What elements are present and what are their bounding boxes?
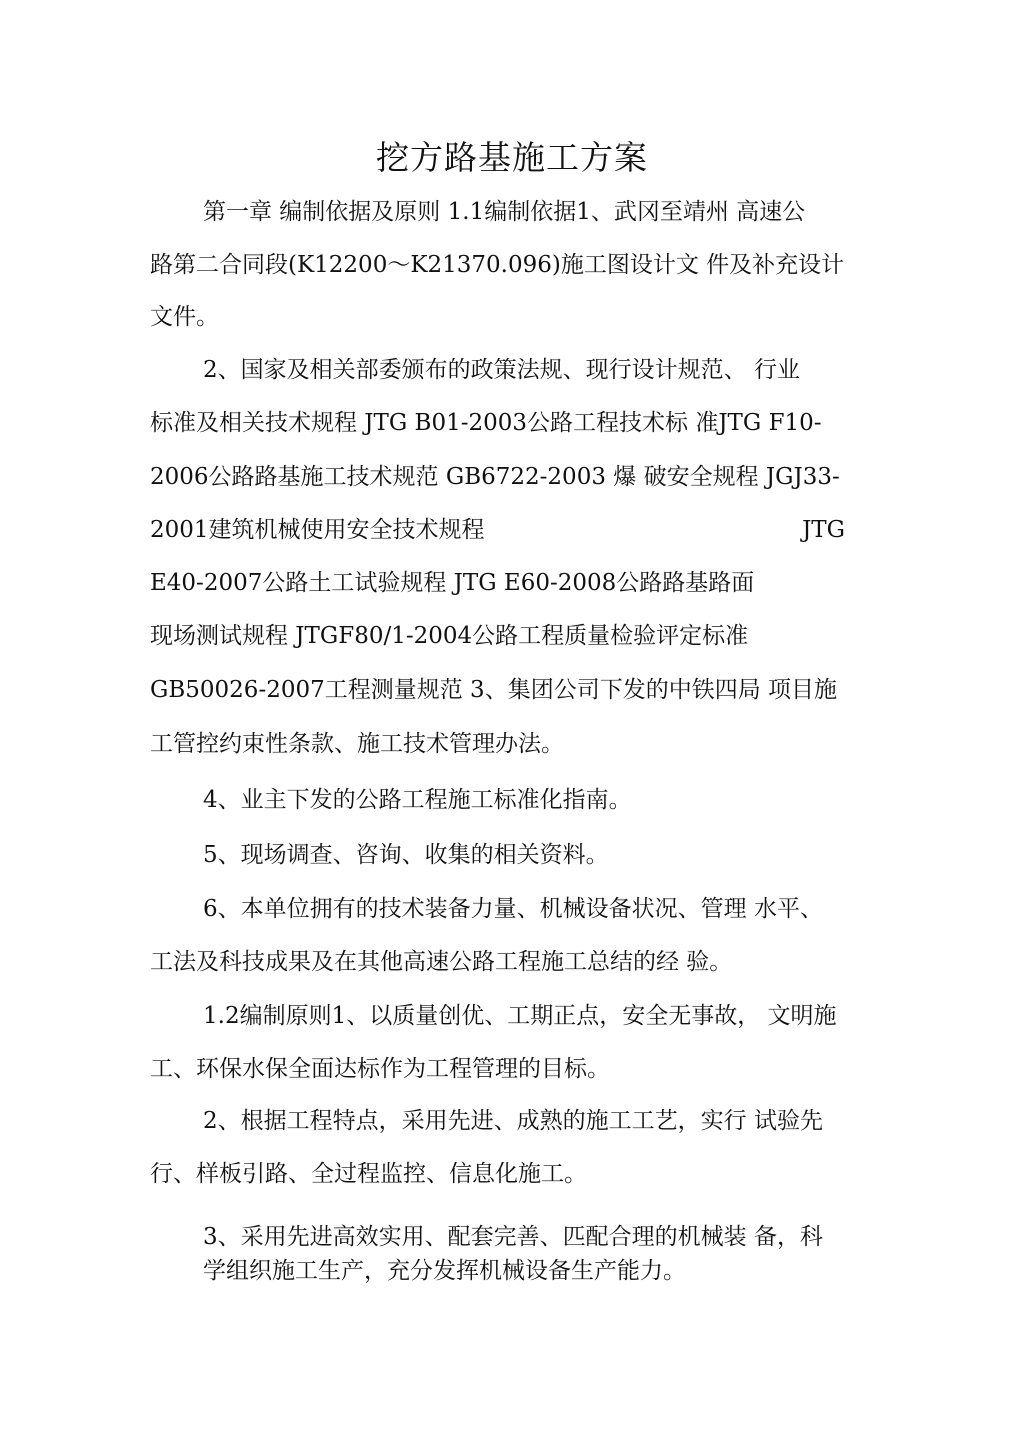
text-line: 3、采用先进高效实用、配套完善、匹配合理的机械装 备，科 xyxy=(203,1224,823,1250)
text-line: 5、现场调查、咨询、收集的相关资料。 xyxy=(203,842,609,868)
text-line: 1.2编制原则1、以质量创优、工期正点，安全无事故， 文明施 xyxy=(203,1003,837,1029)
text-line: 文件。 xyxy=(150,304,219,330)
text-line: 2、国家及相关部委颁布的政策法规、现行设计规范、 行业 xyxy=(203,357,800,383)
text-line: 2001建筑机械使用安全技术规程 xyxy=(150,517,485,543)
text-line: 第一章 编制依据及原则 1.1编制依据1、武冈至靖州 高速公 xyxy=(203,199,806,225)
text-line: 工、环保水保全面达标作为工程管理的目标。 xyxy=(150,1056,610,1082)
text-line: GB50026-2007工程测量规范 3、集团公司下发的中铁四局 项目施 xyxy=(150,677,838,703)
text-line: 2006公路路基施工技术规范 GB6722-2003 爆 破安全规程 JGJ33- xyxy=(150,464,840,490)
text-line: 4、业主下发的公路工程施工标准化指南。 xyxy=(203,787,632,813)
document-title: 挖方路基施工方案 xyxy=(376,138,648,177)
text-line: 学组织施工生产，充分发挥机械设备生产能力。 xyxy=(203,1258,686,1284)
text-line: JTG xyxy=(802,517,845,543)
text-line: 工法及科技成果及在其他高速公路工程施工总结的经 验。 xyxy=(150,949,733,975)
text-line: 2、根据工程特点，采用先进、成熟的施工工艺，实行 试验先 xyxy=(203,1108,823,1134)
text-line: 现场测试规程 JTGF80/1-2004公路工程质量检验评定标准 xyxy=(150,623,749,649)
text-line: 行、样板引路、全过程监控、信息化施工。 xyxy=(150,1161,587,1187)
text-line: 路第二合同段(K12200～K21370.096)施工图设计文 件及补充设计 xyxy=(150,252,845,278)
text-line: 6、本单位拥有的技术装备力量、机械设备状况、管理 水平、 xyxy=(203,896,823,922)
text-line: 工管控约束性条款、施工技术管理办法。 xyxy=(150,731,564,757)
text-line: E40-2007公路土工试验规程 JTG E60-2008公路路基路面 xyxy=(150,570,755,596)
text-line: 标准及相关技术规程 JTG B01-2003公路工程技术标 准JTG F10- xyxy=(150,410,822,436)
